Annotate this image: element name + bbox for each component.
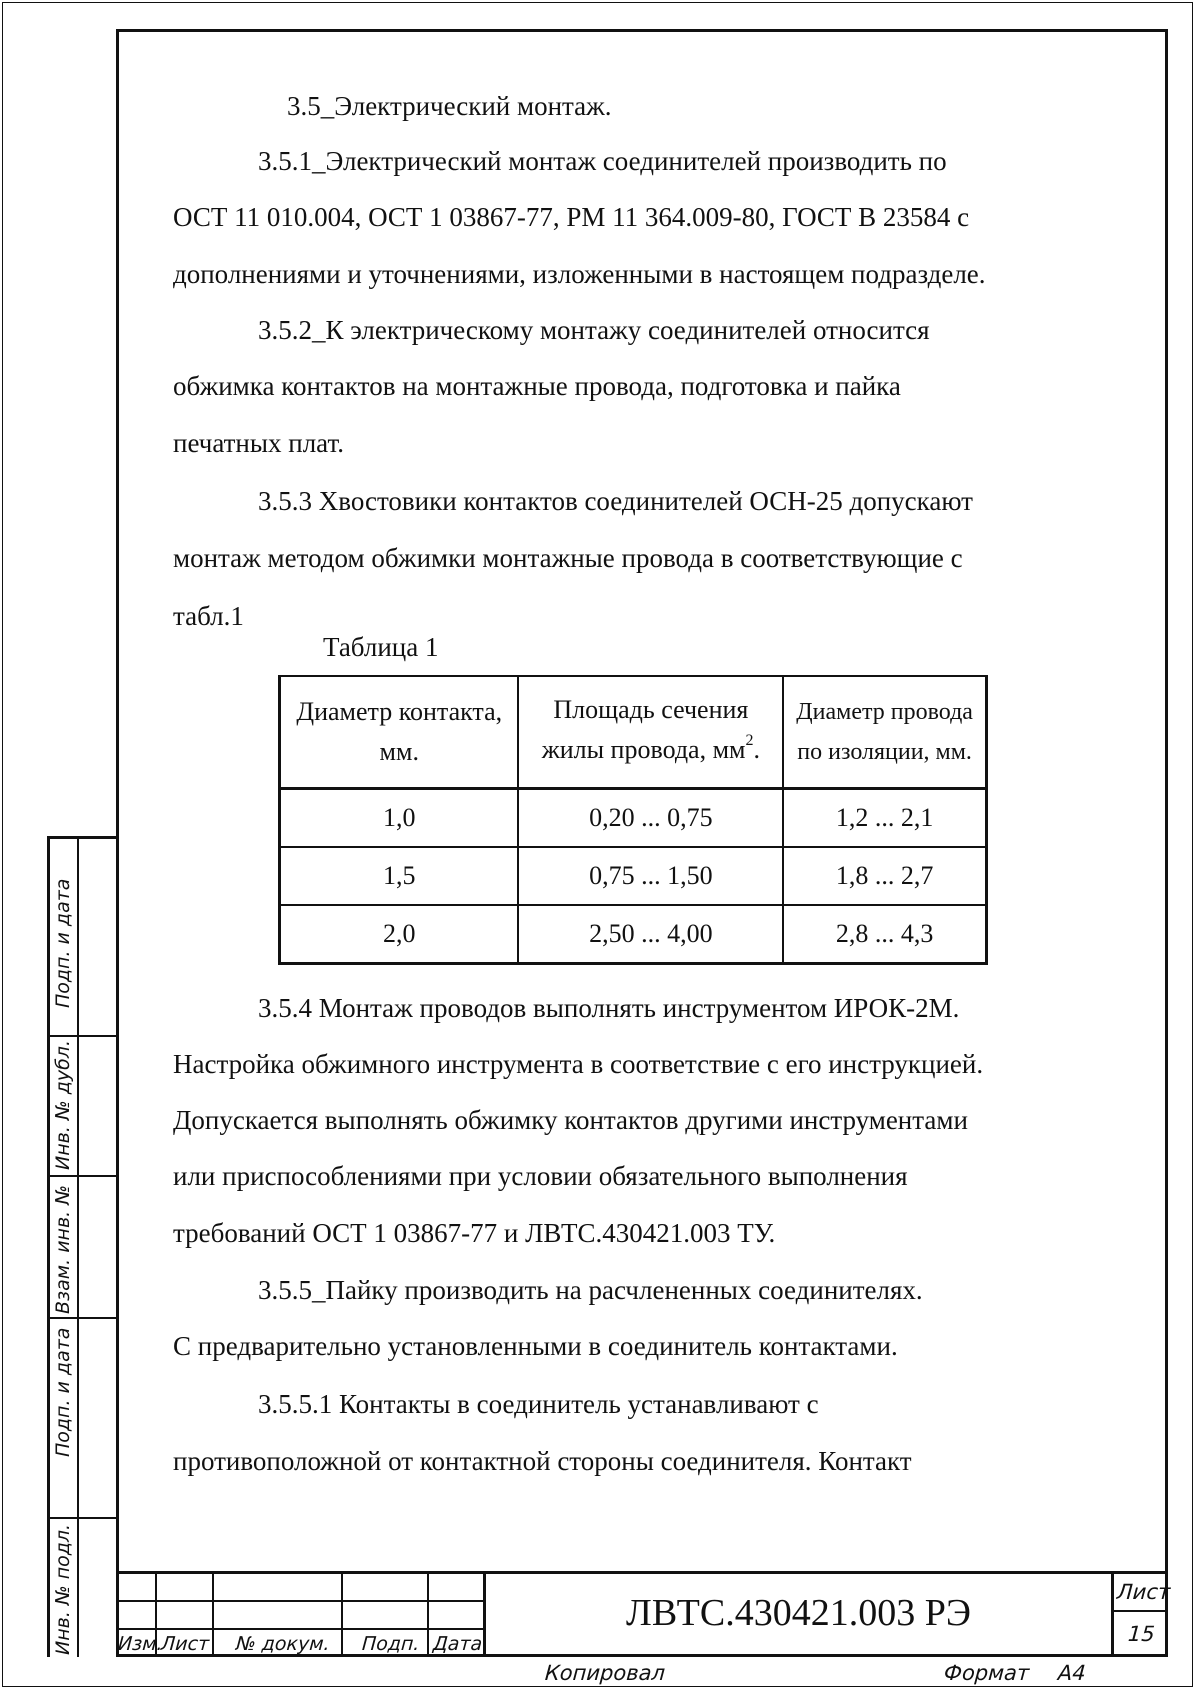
margin-strip-top — [47, 836, 118, 839]
table-cell: 2,8 ... 4,3 — [783, 905, 986, 964]
margin-sep — [47, 1317, 118, 1319]
paragraph-line: дополнениями и уточнениями, изложенными в настоящем подразделе. — [173, 259, 986, 289]
paragraph-line: или приспособлениями при условии обязательного выполнения — [173, 1161, 908, 1191]
title-block-row — [1111, 1610, 1168, 1612]
table-cell: 1,8 ... 2,7 — [783, 847, 986, 905]
table-row — [280, 847, 987, 905]
sheet-number: 15 — [1127, 1622, 1156, 1646]
paragraph-line: Допускается выполнять обжимку контактов другими инструментами — [173, 1105, 968, 1135]
table-row — [280, 905, 987, 964]
header-text: по изоляции, мм. — [797, 739, 972, 765]
table-cell: 0,75 ... 1,50 — [518, 847, 783, 905]
paragraph-line: ОСТ 11 010.004, ОСТ 1 03867-77, РМ 11 364.009-80, ГОСТ В 23584 с — [173, 202, 970, 232]
paragraph-line: 3.5.4 Монтаж проводов выполнять инструментом ИРОК-2М. — [258, 993, 960, 1023]
title-label-izm: Изм. — [117, 1633, 164, 1655]
header-text: Диаметр провода — [796, 699, 973, 725]
header-text — [519, 730, 782, 774]
title-block-col — [1111, 1571, 1114, 1657]
margin-sep — [47, 1035, 118, 1037]
paragraph-line: требований ОСТ 1 03867-77 и ЛВТС.430421.003 ТУ. — [173, 1218, 776, 1248]
table-cell: 1,2 ... 2,1 — [783, 789, 986, 848]
header-contact-diameter — [280, 676, 519, 789]
margin-label-inv-dubl: Инв. № дубл. — [52, 1040, 74, 1170]
margin-strip-left — [47, 836, 50, 1657]
title-block-col — [341, 1571, 343, 1657]
title-label-list: Лист — [160, 1633, 210, 1655]
document-designation: ЛВТС.430421.003 РЭ — [626, 1592, 971, 1634]
paragraph-line: табл.1 — [173, 601, 244, 631]
data-table — [278, 675, 988, 965]
table-row — [280, 789, 987, 848]
header-text: мм. — [379, 737, 419, 766]
paragraph-line: 3.5.5_Пайку производить на расчлененных соединителях. — [258, 1275, 923, 1305]
title-block-row — [116, 1628, 485, 1630]
table-cell: 0,20 ... 0,75 — [518, 789, 783, 848]
paragraph-line: С предварительно установленными в соединитель контактами. — [173, 1331, 898, 1361]
table-caption: Таблица 1 — [323, 632, 439, 662]
table-cell: 2,0 — [280, 905, 519, 964]
title-label-data: Дата — [432, 1633, 483, 1655]
table-cell: 1,5 — [280, 847, 519, 905]
header-wire-diameter — [783, 676, 986, 789]
sheet-label: Лист — [1116, 1580, 1172, 1604]
paragraph-line: обжимка контактов на монтажные провода, подготовка и пайка — [173, 371, 901, 401]
margin-strip-divider — [77, 836, 79, 1657]
header-cross-section — [518, 676, 783, 789]
superscript: 2 — [745, 732, 754, 749]
margin-sep — [47, 1517, 118, 1519]
title-block-col — [212, 1571, 214, 1657]
margin-sep — [47, 1175, 118, 1177]
title-block-row — [116, 1600, 485, 1602]
header-text-part: жилы провода, мм — [541, 735, 746, 764]
footer-format-value: А4 — [1057, 1661, 1087, 1685]
title-block-top — [116, 1571, 1168, 1574]
header-text: Диаметр контакта, — [296, 697, 503, 726]
section-heading: 3.5_Электрический монтаж. — [287, 91, 612, 121]
table-header-row — [280, 676, 987, 789]
table-cell: 2,50 ... 4,00 — [518, 905, 783, 964]
title-block-col — [427, 1571, 429, 1657]
table-cell: 1,0 — [280, 789, 519, 848]
footer-kopiroval: Копировал — [544, 1661, 666, 1685]
paragraph-line: противоположной от контактной стороны соединителя. Контакт — [173, 1446, 912, 1476]
margin-label-podp-data-2: Подп. и дата — [52, 1327, 74, 1457]
paragraph-line: монтаж методом обжимки монтажные провода в соответствующие с — [173, 543, 963, 573]
paragraph-line: 3.5.5.1 Контакты в соединитель устанавливают с — [258, 1389, 819, 1419]
title-label-podp: Подп. — [361, 1633, 421, 1655]
title-label-n-dokum: № докум. — [235, 1633, 331, 1655]
paragraph-line: печатных плат. — [173, 428, 344, 458]
header-text-part: . — [753, 735, 760, 764]
paragraph-line: 3.5.2_К электрическому монтажу соединителей относится — [258, 315, 930, 345]
paragraph-line: 3.5.1_Электрический монтаж соединителей производить по — [258, 146, 947, 176]
header-text: Площадь сечения — [553, 695, 749, 724]
paragraph-line: 3.5.3 Хвостовики контактов соединителей ОСН-25 допускают — [258, 486, 973, 516]
footer-format-label: Формат — [943, 1661, 1031, 1685]
margin-label-inv-podl: Инв. № подл. — [52, 1523, 74, 1655]
margin-label-podp-data-1: Подп. и дата — [52, 878, 74, 1008]
margin-label-vzam-inv: Взам. инв. № — [52, 1184, 74, 1314]
paragraph-line: Настройка обжимного инструмента в соответствие с его инструкцией. — [173, 1049, 984, 1079]
